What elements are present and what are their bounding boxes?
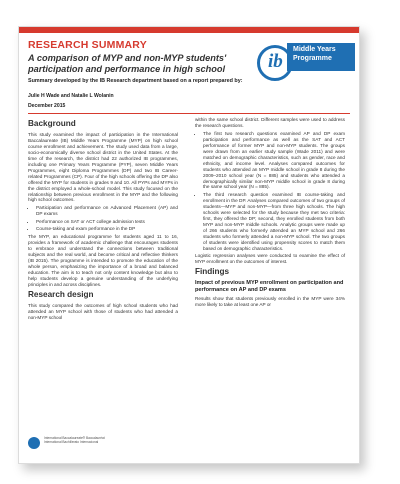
- research-question-list: [195, 131, 345, 252]
- ib-logo-letter: ib: [268, 51, 283, 72]
- outcome-list: [28, 205, 178, 232]
- research-question-item: • The first two research questions examined AP and DP exam participation and performance as well as the SAT and ACT performance of former MYP and non-MYP students. The groups were drawn from an earlier study sample (Wade 2011) and were matched on demographic characteristics, such as gender, race and ethnicity, and income level. Analyses compared outcomes for students who attended an MYP middle school in grade 8 during the 2009–2010 school year (N = 885) and students who attended a demographically similar non-MYP middle school in grade 8 during the same school year (N = 885).: [203, 131, 345, 191]
- right-column: [195, 117, 345, 310]
- outcome-item: • Performance on SAT or ACT college admission tests: [36, 219, 178, 225]
- background-heading: Background: [28, 119, 76, 128]
- research-question-item: • The third research question examined IB course-taking and enrollment in the DP. Analyses compared outcomes of two groups of students—MYP and non-MYP—from three high schools. The high schools were selected for the study because they met two criteria: first, they offered the DP; second, they enrolled students from both MYP and non-MYP middle schools. Analytic groups were made up of 266 students who formerly attended an MYP school and 266 students who formerly attended a non-MYP school. The two groups of students were identified using propensity scores to match them based on demographic characteristics.: [203, 192, 345, 252]
- header-divider: [28, 113, 350, 114]
- left-column: [28, 117, 178, 323]
- ib-footer-icon: [28, 437, 40, 449]
- myp-logo: [257, 43, 355, 81]
- footer-text: International Baccalaureate® Baccalauréat International Bachillerato Internacional: [44, 436, 105, 444]
- document-label: RESEARCH SUMMARY: [28, 39, 147, 51]
- publication-date: December 2015: [28, 103, 66, 109]
- findings-heading: Findings: [195, 267, 230, 277]
- background-paragraph-2: The MYP, an educational programme for students aged 11 to 16, provides a framework of academic challenge that encourages students to embrace and understand the connections between traditional subjects and the real world, and become critical and reflective thinkers (IB 2015). The programme is intended to promote the education of the whole person, emphasizing the importance of a broad and balanced education. The aim is to teach not only content knowledge but also to help students develop a genuine understanding of the underlying principles in and across disciplines.: [28, 234, 178, 287]
- logo-line-2: Programme: [293, 54, 332, 62]
- findings-paragraph: Results show that students previously enrolled in the MYP were 34% more likely to take at least one AP or: [195, 296, 345, 308]
- top-accent-bar: [19, 27, 359, 33]
- outcome-item: • Participation and performance on Advanced Placement (AP) and DP exams: [36, 205, 178, 217]
- outcome-item: • Course-taking and exam performance in the DP: [36, 226, 178, 232]
- findings-subheading: Impact of previous MYP enrollment on participation and performance on AP and DP exams: [195, 280, 344, 294]
- analysis-paragraph: Logistic regression analyses were conducted to examine the effect of MYP enrollment on the outcomes of interest.: [195, 253, 345, 265]
- research-design-heading: Research design: [28, 289, 94, 299]
- document-page: [18, 26, 360, 464]
- authors: Julie H Wade and Natalie L Wolanin: [28, 93, 114, 99]
- background-paragraph-1: This study examined the impact of participation in the International Baccalaureate (IB) Middle Years Programme (MYP) on high school course enrollment and achievement. The study used data from a large, socio-economically diverse school district in the United States. At the time of the research, the district had 22 authorized IB programmes, including one Primary Years Programme (PYP), seven Middle Years Programmes, eight Diploma Programmes (DP) and two IB Career-related Programmes (CP). Four of the high schools offering the DP also offered the MYP for students in grades 9 and 10. All PYPs and MYPs in the district employed a whole-school model. This study focused on the relationship between previous enrollment in the MYP and the following high school outcomes.: [28, 132, 178, 203]
- summary-note: Summary developed by the IB Research department based on a report prepared by:: [28, 78, 243, 84]
- design-continuation: within the same school district. Different samples were used to address the research questions.: [195, 117, 345, 128]
- research-design-paragraph: This study compared the outcomes of high school students who had attended an MYP school with those of students who had attended a non-MYP school: [28, 302, 178, 320]
- document-title: A comparison of MYP and non-MYP students' participation and performance in high school: [28, 53, 227, 74]
- logo-line-1: Middle Years: [293, 46, 336, 53]
- footer-ib-mark: [28, 433, 113, 453]
- logo-programme-box: [287, 43, 355, 71]
